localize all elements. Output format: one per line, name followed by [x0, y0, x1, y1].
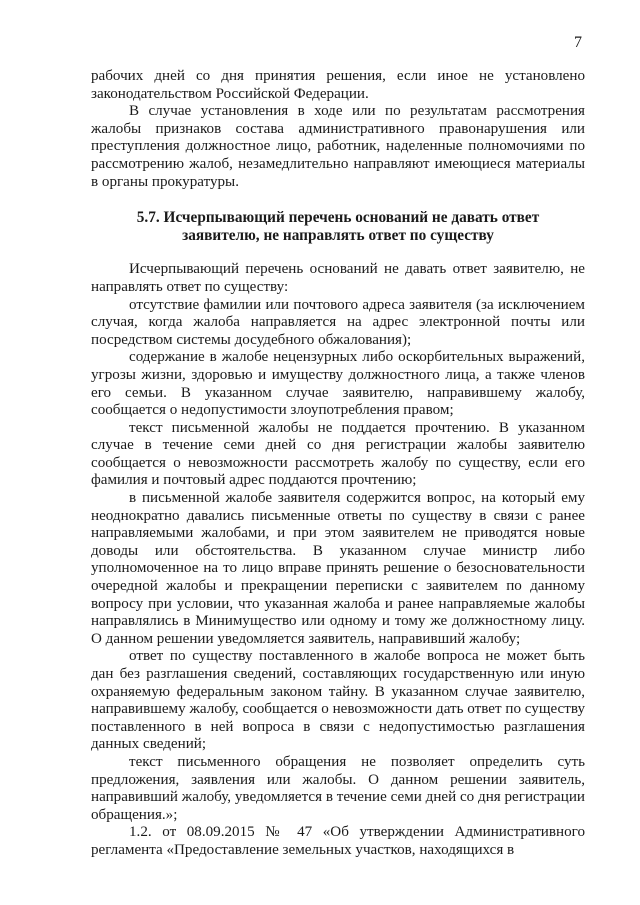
section-heading-line1: 5.7. Исчерпывающий перечень оснований не давать ответ [136, 209, 540, 227]
list-item-5: ответ по существу поставленного в жалобе вопроса не может быть дан без разглашения сведений, составляющих государственную или иную охраняемую федеральным законом тайну. В указанном случае заявителю, направившему жалобу, сообщается о невозможности дать ответ по существу поставленного в ней вопроса в связи с недопустимостью разглашения данных сведений; [91, 648, 585, 753]
list-item-3: текст письменной жалобы не поддается прочтению. В указанном случае в течение семи дней со дня регистрации жалобы заявителю сообщается о невозможности рассмотреть жалобу по существу, если его фамилия и почтовый адрес поддаются прочтению; [91, 419, 585, 489]
list-item-2: содержание в жалобе нецензурных либо оскорбительных выражений, угрозы жизни, здоровью и имуществу должностного лица, а также членов его семьи. В указанном случае заявителю, направившему жалобу, сообщается о недопустимости злоупотребления правом; [91, 349, 585, 419]
section-heading-line2: заявителю, не направлять ответ по существу [182, 226, 494, 244]
paragraph-intro: рабочих дней со дня принятия решения, если иное не установлено законодательством Российской Федерации. [91, 68, 585, 102]
list-item-6: текст письменного обращения не позволяет определить суть предложения, заявления или жалобы. О данном решении заявитель, направивший жалобу, уведомляется в течение семи дней со дня регистрации обращения.»; [91, 753, 585, 823]
paragraph-amendment: 1.2. от 08.09.2015 № 47 «Об утверждении Административного регламента «Предоставление земельных участков, находящихся в [91, 824, 585, 858]
list-item-1: отсутствие фамилии или почтового адреса заявителя (за исключением случая, когда жалоба направляется на адрес электронной почты или посредством системы досудебного обжалования); [91, 296, 585, 348]
paragraph-prosecutor: В случае установления в ходе или по результатам рассмотрения жалобы признаков состава административного правонарушения или преступления должностное лицо, работник, наделенные полномочиями по рассмотрению жалоб, незамедлительно направляют имеющиеся материалы в органы прокуратуры. [91, 103, 585, 190]
list-item-4: в письменной жалобе заявителя содержится вопрос, на который ему неоднократно давались письменные ответы по существу в связи с ранее направляемыми жалобами, и при этом заявителем не приводятся новые доводы или обстоятельства. В указанном случае министр либо уполномоченное на то лицо вправе принять решение о безосновательности очередной жалобы и прекращении переписки с заявителем по данному вопросу при условии, что указанная жалоба и ранее направляемые жалобы направлялись в Минимущество или одному и тому же должностному лицу. О данном решении уведомляется заявитель, направивший жалобу; [91, 490, 585, 647]
page-number: 7 [574, 34, 582, 51]
document-body [91, 68, 585, 860]
paragraph-list-intro: Исчерпывающий перечень оснований не давать ответ заявителю, не направлять ответ по существу: [91, 261, 585, 295]
section-heading [91, 209, 585, 244]
